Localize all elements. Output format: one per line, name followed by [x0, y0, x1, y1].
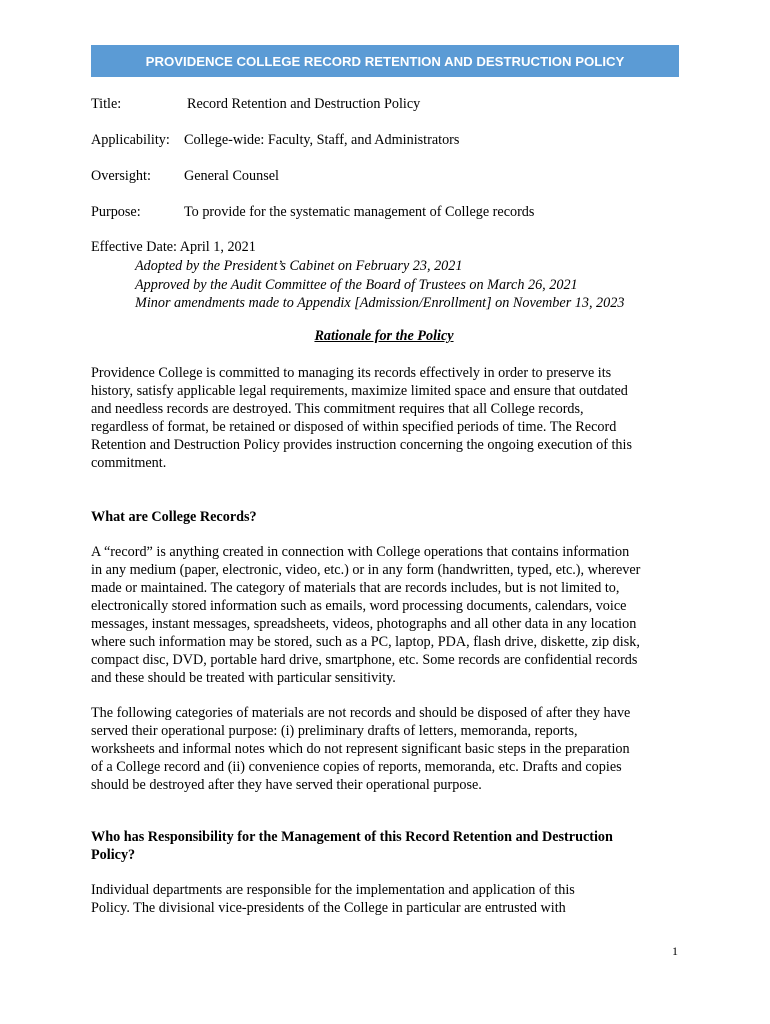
- paragraph-line: in any medium (paper, electronic, video, etc.) or in any form (handwritten, typed, etc.), wherever: [91, 562, 641, 578]
- meta-purpose-label: Purpose:: [91, 204, 141, 220]
- rationale-heading: Rationale for the Policy: [314, 328, 454, 344]
- paragraph-line: served their operational purpose: (i) preliminary drafts of letters, memoranda, reports,: [91, 723, 578, 739]
- paragraph-line: and needless records are destroyed. This commitment requires that all College records,: [91, 401, 584, 417]
- paragraph-line: compact disc, DVD, portable hard drive, smartphone, etc. Some records are confidential records: [91, 652, 638, 668]
- adoption-note: Approved by the Audit Committee of the Board of Trustees on March 26, 2021: [135, 276, 578, 293]
- responsibility-heading: [91, 828, 691, 864]
- paragraph-line: Retention and Destruction Policy provides instruction concerning the ongoing execution of this: [91, 437, 632, 453]
- records-paragraph-2: [91, 704, 691, 794]
- meta-oversight-label: Oversight:: [91, 168, 151, 184]
- adoption-notes: [135, 257, 624, 313]
- records-paragraph-1: [91, 543, 691, 687]
- paragraph-line: Policy. The divisional vice-presidents of the College in particular are entrusted with: [91, 900, 566, 916]
- paragraph-line: made or maintained. The category of materials that are records includes, but is not limited to,: [91, 580, 620, 596]
- records-heading: What are College Records?: [91, 509, 257, 525]
- paragraph-line: commitment.: [91, 455, 167, 471]
- meta-title-value: Record Retention and Destruction Policy: [187, 96, 421, 112]
- paragraph-line: A “record” is anything created in connection with College operations that contains information: [91, 544, 630, 560]
- meta-applicability-value: College-wide: Faculty, Staff, and Administrators: [184, 132, 460, 148]
- rationale-heading-wrap: [0, 328, 770, 345]
- paragraph-line: messages, instant messages, spreadsheets, videos, photographs and all other data in any location: [91, 616, 637, 632]
- effective-date: Effective Date: April 1, 2021: [91, 239, 256, 255]
- heading-line: Who has Responsibility for the Management of this Record Retention and Destruction: [91, 829, 613, 845]
- paragraph-line: history, satisfy applicable legal requirements, maximize limited space and ensure that outdated: [91, 383, 628, 399]
- rationale-paragraph: [91, 364, 691, 472]
- meta-oversight-value: General Counsel: [184, 168, 279, 184]
- heading-line: Policy?: [91, 847, 136, 863]
- adoption-note: Minor amendments made to Appendix [Admission/Enrollment] on November 13, 2023: [135, 295, 625, 311]
- responsibility-paragraph: [91, 881, 691, 917]
- paragraph-line: regardless of format, be retained or disposed of within specified periods of time. The Record: [91, 419, 617, 435]
- meta-title-label: Title:: [91, 96, 122, 112]
- paragraph-line: worksheets and informal notes which do not represent significant basic steps in the preparation: [91, 741, 630, 757]
- paragraph-line: The following categories of materials are not records and should be disposed of after they have: [91, 705, 631, 721]
- paragraph-line: where such information may be stored, such as a PC, laptop, PDA, flash drive, diskette, zip disk,: [91, 634, 640, 650]
- paragraph-line: of a College record and (ii) convenience copies of reports, memoranda, etc. Drafts and copies: [91, 759, 622, 775]
- meta-purpose-value: To provide for the systematic management of College records: [184, 204, 535, 220]
- paragraph-line: electronically stored information such as emails, word processing documents, calendars, voice: [91, 598, 627, 614]
- page-number: 1: [672, 944, 678, 958]
- meta-applicability-label: Applicability:: [91, 132, 170, 148]
- paragraph-line: Individual departments are responsible for the implementation and application of this: [91, 882, 575, 898]
- paragraph-line: should be destroyed after they have served their operational purpose.: [91, 777, 482, 793]
- adoption-note: Adopted by the President’s Cabinet on February 23, 2021: [135, 258, 463, 274]
- paragraph-line: Providence College is committed to managing its records effectively in order to preserve its: [91, 365, 612, 381]
- paragraph-line: and these should be treated with particular sensitivity.: [91, 670, 396, 686]
- policy-title-banner: PROVIDENCE COLLEGE RECORD RETENTION AND DESTRUCTION POLICY: [91, 45, 679, 77]
